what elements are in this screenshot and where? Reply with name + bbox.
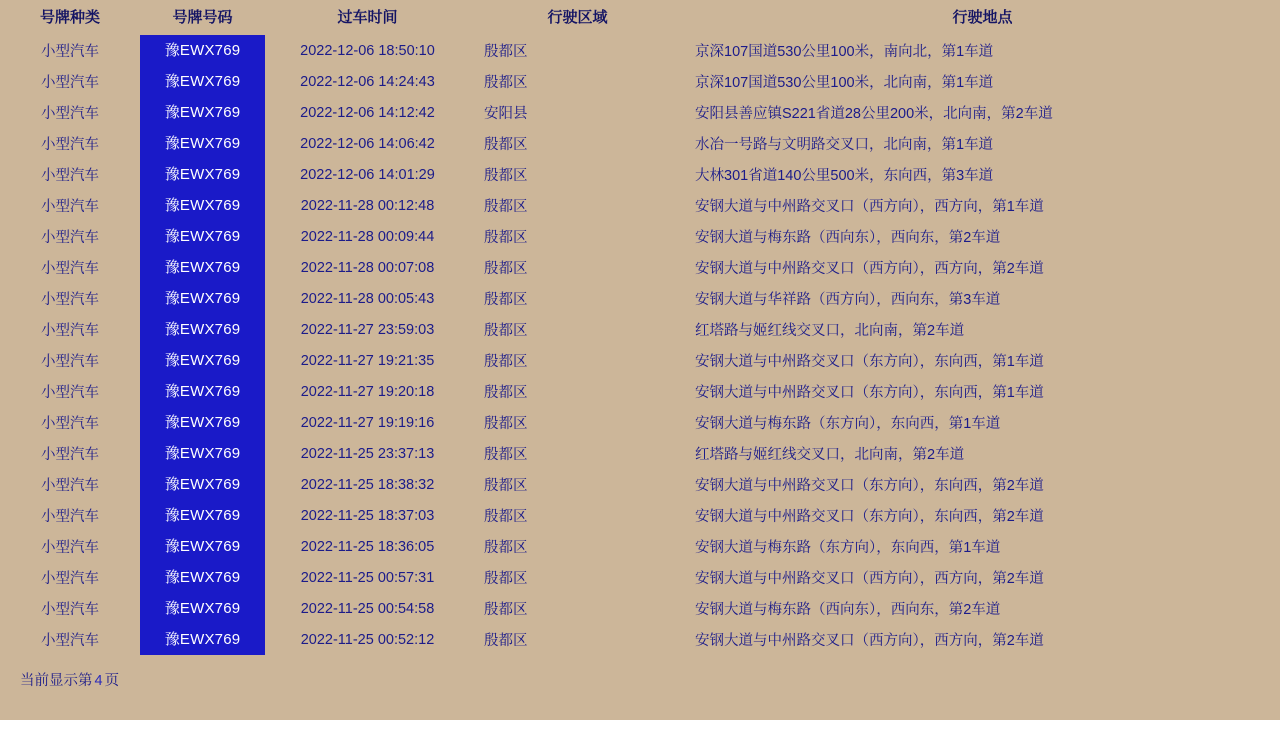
cell-plate-number	[140, 128, 265, 159]
cell-plate-type: 小型汽车	[41, 571, 99, 587]
cell-plate-type: 小型汽车	[41, 137, 99, 153]
cell-pass-time: 2022-12-06 18:50:10	[300, 42, 435, 59]
table-row[interactable]	[0, 345, 1280, 376]
cell-plate-number	[140, 159, 265, 190]
cell-area: 殷都区	[484, 509, 528, 525]
cell-area: 殷都区	[484, 168, 528, 184]
table-body	[0, 35, 1280, 655]
plate-badge[interactable]: 豫EWX769	[140, 35, 265, 66]
cell-plate-number	[140, 562, 265, 593]
cell-plate-type: 小型汽车	[41, 292, 99, 308]
cell-plate-number	[140, 376, 265, 407]
cell-pass-time: 2022-11-27 19:19:16	[300, 414, 435, 431]
table-row[interactable]	[0, 314, 1280, 345]
cell-location: 水冶一号路与文明路交叉口，北向南，第1车道	[695, 137, 994, 153]
cell-location: 安钢大道与中州路交叉口（西方向），西方向，第1车道	[695, 199, 1044, 215]
cell-plate-number	[140, 221, 265, 252]
cell-plate-number	[140, 407, 265, 438]
cell-plate-number	[140, 283, 265, 314]
plate-badge[interactable]: 豫EWX769	[140, 624, 265, 655]
plate-badge[interactable]: 豫EWX769	[140, 66, 265, 97]
cell-area: 殷都区	[484, 292, 528, 308]
plate-badge[interactable]: 豫EWX769	[140, 97, 265, 128]
cell-plate-type: 小型汽车	[41, 447, 99, 463]
plate-badge[interactable]: 豫EWX769	[140, 500, 265, 531]
cell-pass-time: 2022-11-28 00:09:44	[300, 228, 435, 245]
cell-location: 大林301省道140公里500米，东向西，第3车道	[695, 168, 994, 184]
cell-location: 安钢大道与中州路交叉口（西方向），西方向，第2车道	[695, 571, 1044, 587]
column-header-area: 行驶区域	[547, 9, 608, 26]
cell-plate-type: 小型汽车	[41, 509, 99, 525]
cell-plate-type: 小型汽车	[41, 602, 99, 618]
cell-location: 红塔路与姬红线交叉口，北向南，第2车道	[695, 323, 965, 339]
table-row[interactable]	[0, 97, 1280, 128]
cell-area: 殷都区	[484, 199, 528, 215]
cell-plate-type: 小型汽车	[41, 633, 99, 649]
table-row[interactable]	[0, 593, 1280, 624]
column-header-pass-time: 过车时间	[337, 9, 398, 26]
table-row[interactable]	[0, 407, 1280, 438]
cell-pass-time: 2022-11-25 00:52:12	[300, 631, 435, 648]
table-row[interactable]	[0, 624, 1280, 655]
cell-area: 殷都区	[484, 323, 528, 339]
table-row[interactable]	[0, 159, 1280, 190]
plate-badge[interactable]: 豫EWX769	[140, 128, 265, 159]
table-row[interactable]	[0, 190, 1280, 221]
table-row[interactable]	[0, 66, 1280, 97]
cell-plate-number	[140, 190, 265, 221]
cell-area: 殷都区	[484, 261, 528, 277]
pagination-suffix: 页	[104, 673, 120, 689]
cell-pass-time: 2022-12-06 14:24:43	[300, 73, 435, 90]
cell-plate-type: 小型汽车	[41, 261, 99, 277]
plate-badge[interactable]: 豫EWX769	[140, 376, 265, 407]
cell-pass-time: 2022-11-27 19:21:35	[300, 352, 435, 369]
plate-badge[interactable]: 豫EWX769	[140, 531, 265, 562]
plate-badge[interactable]: 豫EWX769	[140, 562, 265, 593]
table-row[interactable]	[0, 469, 1280, 500]
cell-location: 安钢大道与梅东路（东方向），东向西，第1车道	[695, 540, 1001, 556]
cell-area: 殷都区	[484, 416, 528, 432]
cell-area: 殷都区	[484, 540, 528, 556]
cell-location: 安钢大道与中州路交叉口（东方向），东向西，第2车道	[695, 478, 1044, 494]
cell-plate-type: 小型汽车	[41, 354, 99, 370]
cell-plate-number	[140, 500, 265, 531]
plate-badge[interactable]: 豫EWX769	[140, 221, 265, 252]
plate-badge[interactable]: 豫EWX769	[140, 159, 265, 190]
cell-location: 安钢大道与梅东路（西向东），西向东，第2车道	[695, 602, 1001, 618]
cell-pass-time: 2022-11-28 00:12:48	[300, 197, 435, 214]
cell-plate-number	[140, 593, 265, 624]
cell-location: 京深107国道530公里100米，北向南，第1车道	[695, 75, 994, 91]
cell-location: 安钢大道与中州路交叉口（西方向），西方向，第2车道	[695, 261, 1044, 277]
table-row[interactable]	[0, 438, 1280, 469]
cell-plate-number	[140, 66, 265, 97]
column-header-plate-number: 号牌号码	[172, 9, 233, 26]
cell-plate-type: 小型汽车	[41, 168, 99, 184]
plate-badge[interactable]: 豫EWX769	[140, 407, 265, 438]
table-row[interactable]	[0, 221, 1280, 252]
cell-plate-number	[140, 314, 265, 345]
cell-area: 殷都区	[484, 354, 528, 370]
cell-area: 殷都区	[484, 230, 528, 246]
cell-location: 安钢大道与中州路交叉口（西方向），西方向，第2车道	[695, 633, 1044, 649]
plate-badge[interactable]: 豫EWX769	[140, 190, 265, 221]
cell-area: 殷都区	[484, 478, 528, 494]
bottom-edge-strip	[0, 720, 1280, 734]
pagination-prefix: 当前显示第	[20, 673, 93, 689]
cell-pass-time: 2022-12-06 14:12:42	[300, 104, 435, 121]
cell-plate-type: 小型汽车	[41, 199, 99, 215]
cell-area: 殷都区	[484, 44, 528, 60]
plate-badge[interactable]: 豫EWX769	[140, 283, 265, 314]
cell-plate-number	[140, 97, 265, 128]
cell-plate-type: 小型汽车	[41, 478, 99, 494]
table-row[interactable]	[0, 500, 1280, 531]
cell-area: 殷都区	[484, 571, 528, 587]
cell-pass-time: 2022-11-25 18:37:03	[300, 507, 435, 524]
cell-area: 殷都区	[484, 633, 528, 649]
cell-area: 殷都区	[484, 75, 528, 91]
plate-badge[interactable]: 豫EWX769	[140, 314, 265, 345]
cell-location: 安钢大道与中州路交叉口（东方向），东向西，第2车道	[695, 509, 1044, 525]
cell-area: 殷都区	[484, 385, 528, 401]
column-header-plate-type: 号牌种类	[39, 9, 100, 26]
cell-plate-type: 小型汽车	[41, 540, 99, 556]
cell-plate-type: 小型汽车	[41, 106, 99, 122]
table-header-row	[0, 0, 1280, 35]
pagination-status	[0, 669, 1280, 690]
cell-plate-number	[140, 469, 265, 500]
cell-pass-time: 2022-11-25 00:57:31	[300, 569, 435, 586]
cell-location: 京深107国道530公里100米，南向北，第1车道	[695, 44, 994, 60]
cell-location: 安钢大道与梅东路（东方向），东向西，第1车道	[695, 416, 1001, 432]
cell-pass-time: 2022-11-25 23:37:13	[300, 445, 435, 462]
table-row[interactable]	[0, 376, 1280, 407]
plate-badge[interactable]: 豫EWX769	[140, 252, 265, 283]
cell-plate-type: 小型汽车	[41, 323, 99, 339]
cell-location: 安钢大道与梅东路（西向东），西向东，第2车道	[695, 230, 1001, 246]
cell-plate-type: 小型汽车	[41, 44, 99, 60]
cell-plate-type: 小型汽车	[41, 75, 99, 91]
plate-badge[interactable]: 豫EWX769	[140, 593, 265, 624]
cell-pass-time: 2022-11-27 19:20:18	[300, 383, 435, 400]
cell-pass-time: 2022-11-25 00:54:58	[300, 600, 435, 617]
cell-location: 安钢大道与中州路交叉口（东方向），东向西，第1车道	[695, 385, 1044, 401]
cell-plate-type: 小型汽车	[41, 230, 99, 246]
cell-location: 安钢大道与中州路交叉口（东方向），东向西，第1车道	[695, 354, 1044, 370]
cell-pass-time: 2022-12-06 14:06:42	[300, 135, 435, 152]
plate-badge[interactable]: 豫EWX769	[140, 438, 265, 469]
table-row[interactable]	[0, 562, 1280, 593]
cell-location: 安阳县善应镇S221省道28公里200米，北向南，第2车道	[695, 106, 1053, 122]
cell-pass-time: 2022-11-28 00:05:43	[300, 290, 435, 307]
table-row[interactable]	[0, 128, 1280, 159]
cell-plate-number	[140, 624, 265, 655]
pagination-page-number[interactable]: 4	[94, 673, 103, 689]
table-row[interactable]	[0, 35, 1280, 66]
table-row[interactable]	[0, 531, 1280, 562]
cell-pass-time: 2022-11-28 00:07:08	[300, 259, 435, 276]
cell-pass-time: 2022-11-25 18:36:05	[300, 538, 435, 555]
cell-area: 安阳县	[484, 106, 528, 122]
plate-badge[interactable]: 豫EWX769	[140, 345, 265, 376]
cell-area: 殷都区	[484, 137, 528, 153]
cell-plate-type: 小型汽车	[41, 416, 99, 432]
column-header-location: 行驶地点	[952, 9, 1013, 26]
cell-plate-number	[140, 438, 265, 469]
cell-plate-number	[140, 345, 265, 376]
table-row[interactable]	[0, 283, 1280, 314]
cell-pass-time: 2022-11-27 23:59:03	[300, 321, 435, 338]
cell-area: 殷都区	[484, 447, 528, 463]
cell-plate-number	[140, 531, 265, 562]
cell-location: 红塔路与姬红线交叉口，北向南，第2车道	[695, 447, 965, 463]
cell-plate-type: 小型汽车	[41, 385, 99, 401]
cell-pass-time: 2022-11-25 18:38:32	[300, 476, 435, 493]
plate-badge[interactable]: 豫EWX769	[140, 469, 265, 500]
cell-location: 安钢大道与华祥路（西方向），西向东，第3车道	[695, 292, 1001, 308]
cell-area: 殷都区	[484, 602, 528, 618]
cell-plate-number	[140, 35, 265, 66]
table-header	[0, 0, 1280, 35]
cell-pass-time: 2022-12-06 14:01:29	[300, 166, 435, 183]
cell-plate-number	[140, 252, 265, 283]
table-row[interactable]	[0, 252, 1280, 283]
